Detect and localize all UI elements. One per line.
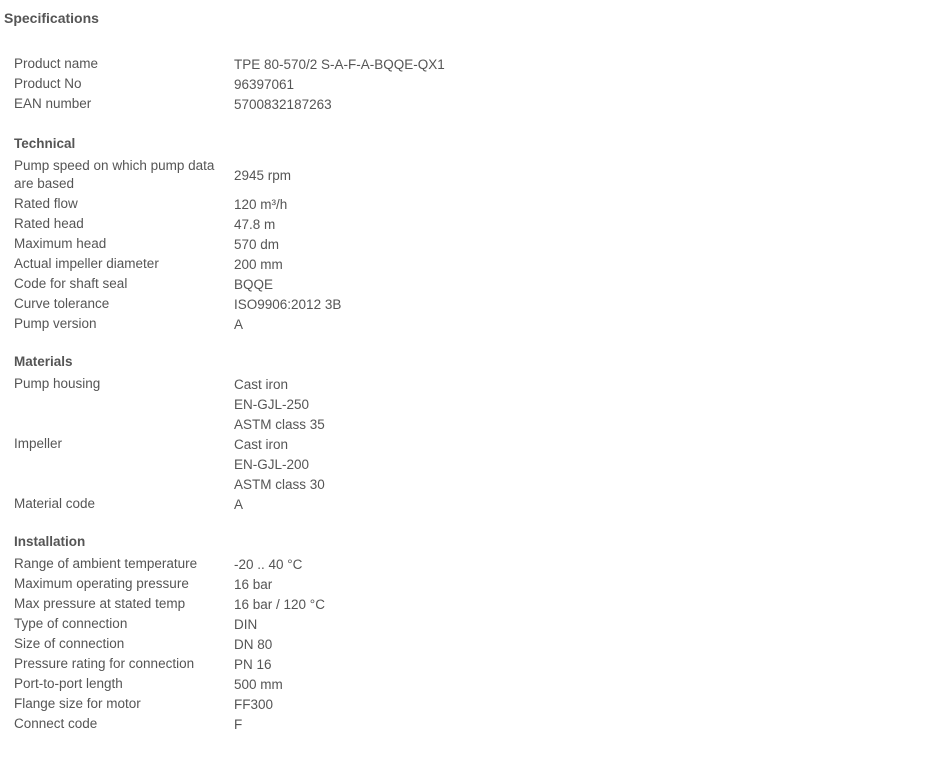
spec-label: Material code [14, 496, 96, 511]
spec-value: 500 mm [234, 676, 283, 692]
spec-label: Type of connection [14, 616, 128, 631]
spec-value: 2945 rpm [234, 167, 292, 183]
spec-value: 47.8 m [234, 216, 276, 232]
spec-label: Maximum head [14, 236, 107, 251]
spec-row-continuation [14, 394, 309, 414]
spec-label: Pump version [14, 316, 97, 331]
spec-label: Rated head [14, 216, 84, 231]
spec-row-pump-housing [14, 374, 288, 394]
spec-row-pressure-rating-for-connection [14, 654, 272, 674]
spec-row-type-of-connection [14, 614, 257, 634]
spec-row-continuation [14, 414, 325, 434]
spec-label: Actual impeller diameter [14, 256, 159, 271]
spec-row-pump-version [14, 314, 243, 334]
spec-row-size-of-connection [14, 634, 272, 654]
spec-label: Pressure rating for connection [14, 656, 195, 671]
spec-label: Product name [14, 56, 99, 71]
spec-row-rated-flow [14, 194, 287, 214]
spec-label: Pump housing [14, 376, 101, 391]
spec-value: 5700832187263 [234, 96, 332, 112]
spec-label: Size of connection [14, 636, 125, 651]
spec-value: Cast iron [234, 436, 289, 452]
spec-value: 16 bar / 120 °C [234, 596, 325, 612]
spec-value: 120 m³/h [234, 196, 288, 212]
spec-label: Maximum operating pressure [14, 576, 189, 591]
spec-row-impeller [14, 434, 288, 454]
spec-label: Product No [14, 76, 82, 91]
spec-row-material-code [14, 494, 243, 514]
spec-row-flange-size-for-motor [14, 694, 273, 714]
spec-label: Connect code [14, 716, 98, 731]
spec-row-connect-code [14, 714, 242, 734]
spec-label: Curve tolerance [14, 296, 110, 311]
spec-row-range-of-ambient-temperature [14, 554, 302, 574]
spec-row-port-to-port-length [14, 674, 283, 694]
spec-value: A [234, 496, 244, 512]
spec-label: EAN number [14, 96, 92, 111]
page-title: Specifications [4, 10, 99, 26]
spec-row-code-for-shaft-seal [14, 274, 273, 294]
spec-value: EN-GJL-250 [234, 396, 310, 412]
spec-value: ISO9906:2012 3B [234, 296, 342, 312]
spec-value: FF300 [234, 696, 274, 712]
spec-row-max-pressure-at-stated-temp [14, 594, 325, 614]
section-heading-installation: Installation [14, 534, 86, 549]
spec-label: Max pressure at stated temp [14, 596, 186, 611]
spec-value: DIN [234, 616, 258, 632]
spec-value: DN 80 [234, 636, 273, 652]
spec-row-ean-number [14, 94, 332, 114]
spec-value: PN 16 [234, 656, 272, 672]
spec-value: F [234, 716, 243, 732]
spec-row-rated-head [14, 214, 275, 234]
spec-row-maximum-head [14, 234, 279, 254]
spec-row-continuation [14, 454, 309, 474]
spec-row-maximum-operating-pressure [14, 574, 272, 594]
spec-row-continuation [14, 474, 325, 494]
spec-label: Port-to-port length [14, 676, 123, 691]
spec-value: 570 dm [234, 236, 280, 252]
spec-row-actual-impeller-diameter [14, 254, 283, 274]
spec-row-curve-tolerance [14, 294, 341, 314]
spec-label: Code for shaft seal [14, 276, 128, 291]
spec-value: -20 .. 40 °C [234, 556, 303, 572]
spec-label: Flange size for motor [14, 696, 141, 711]
spec-value: 200 mm [234, 256, 283, 272]
spec-value: ASTM class 35 [234, 416, 325, 432]
spec-value: BQQE [234, 276, 274, 292]
spec-value: 96397061 [234, 76, 295, 92]
spec-label: Impeller [14, 436, 63, 451]
spec-value: EN-GJL-200 [234, 456, 310, 472]
section-heading-materials: Materials [14, 354, 73, 369]
section-heading-technical: Technical [14, 136, 76, 151]
spec-row-product-name [14, 54, 445, 74]
spec-value: 16 bar [234, 576, 273, 592]
spec-row-product-no [14, 74, 294, 94]
spec-label: Rated flow [14, 196, 78, 211]
spec-row-pump-speed-on-which-pump-data-are-based [14, 156, 291, 194]
spec-value: A [234, 316, 244, 332]
spec-label: Pump speed on which pump data are based [14, 158, 215, 191]
spec-value: ASTM class 30 [234, 476, 325, 492]
spec-value: TPE 80-570/2 S-A-F-A-BQQE-QX1 [234, 56, 445, 72]
spec-value: Cast iron [234, 376, 289, 392]
spec-label: Range of ambient temperature [14, 556, 198, 571]
